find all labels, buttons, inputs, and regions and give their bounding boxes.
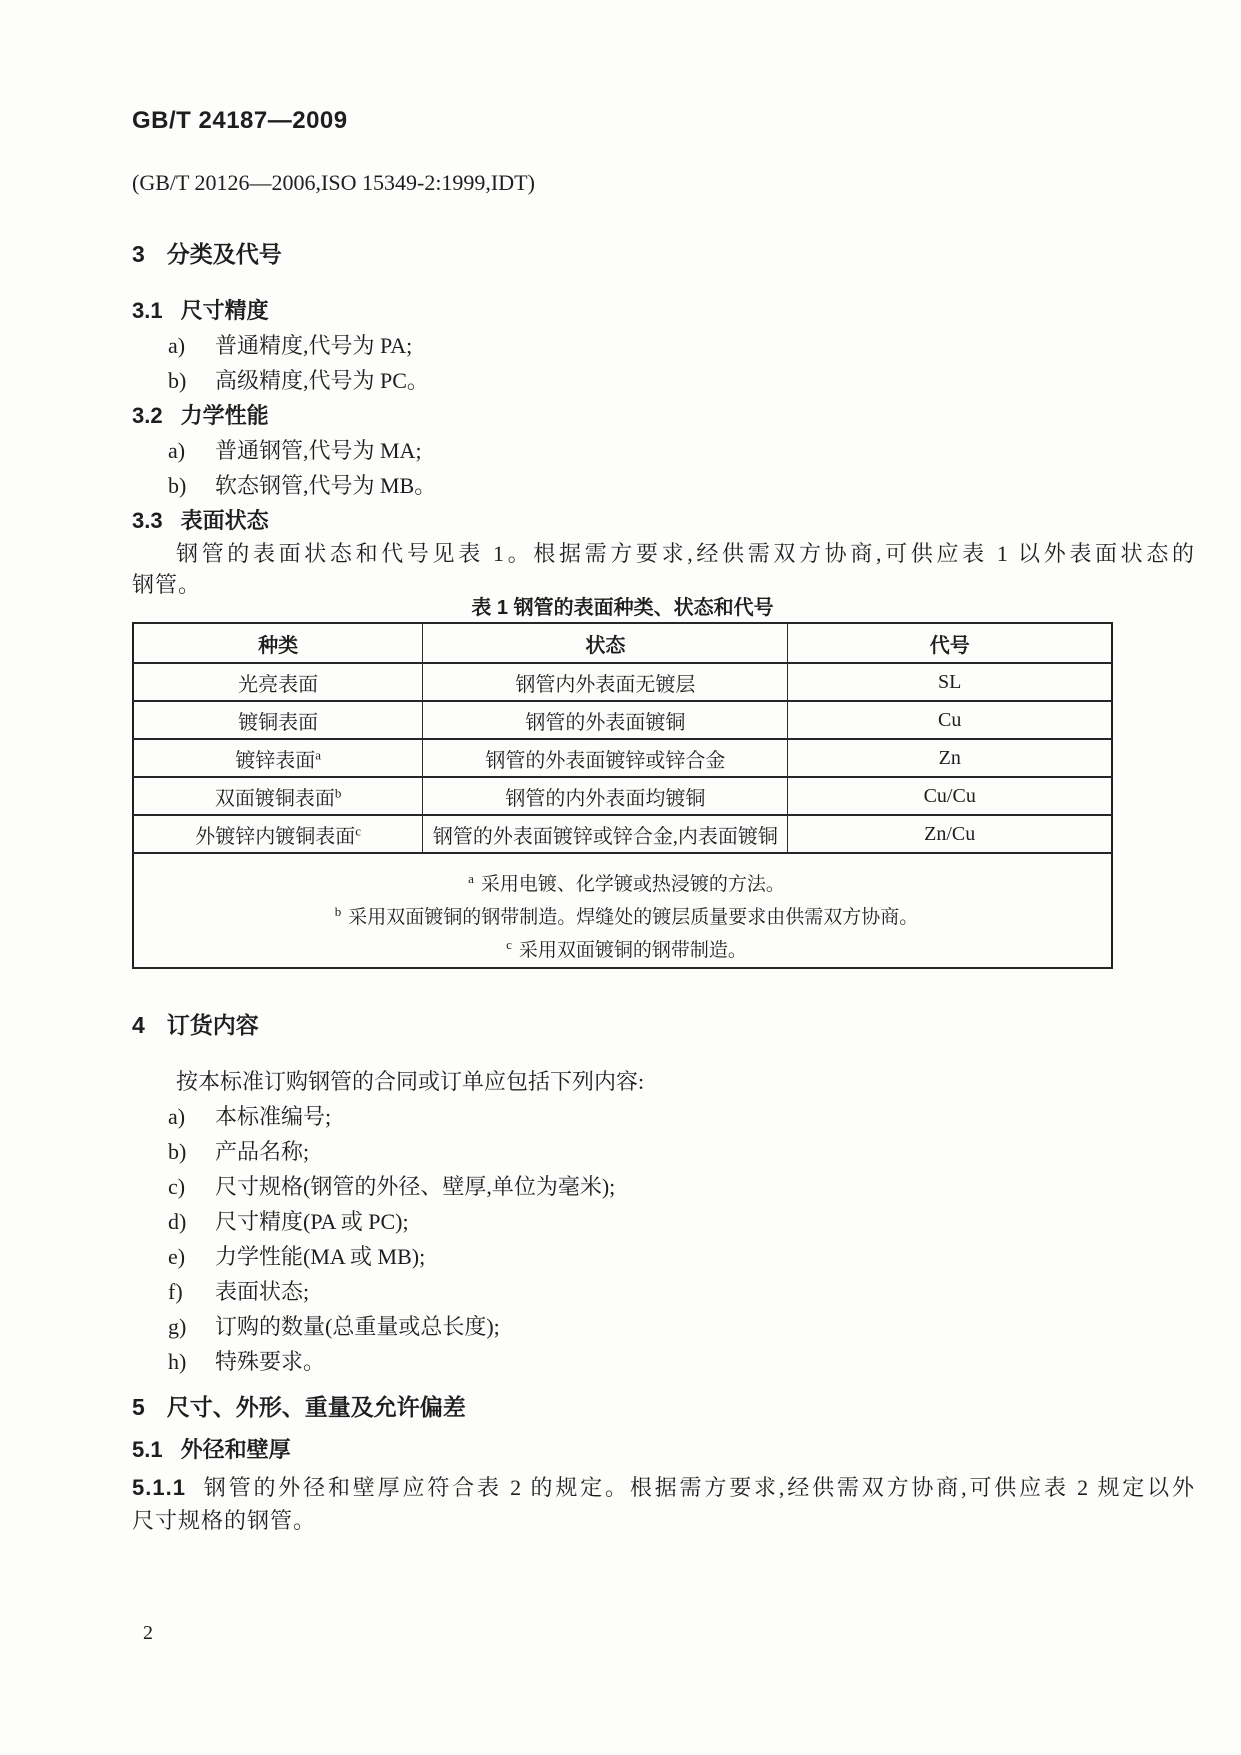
list-item-4-g: g) 订购的数量(总重量或总长度); [168, 1314, 500, 1339]
footnote-b: $^b$ 采用双面镀铜的钢带制造。焊缝处的镀层质量要求由供需双方协商。 [334, 903, 919, 928]
cell-state: 钢管的外表面镀锌或锌合金 [423, 739, 788, 777]
list-item-3-1-a: a) 普通精度,代号为 PA; [168, 333, 413, 358]
cell-code: Cu/Cu [788, 777, 1112, 815]
page-number: 2 [143, 1622, 153, 1644]
cell-kind: 镀锌表面$^a$ [133, 739, 423, 777]
section-5-heading: 5 尺寸、外形、重量及允许偏差 [132, 1394, 466, 1420]
section-3-2-heading: 3.2 力学性能 [132, 403, 269, 428]
section-3-3-heading: 3.3 表面状态 [132, 508, 269, 533]
cell-kind: 光亮表面 [133, 663, 423, 701]
footnote-a: $^a$ 采用电镀、化学镀或热浸镀的方法。 [468, 870, 785, 895]
standard-reference: (GB/T 20126—2006,ISO 15349-2:1999,IDT) [132, 170, 535, 195]
section-3-3-paragraph [132, 538, 1195, 600]
list-item-4-b: b) 产品名称; [168, 1139, 310, 1164]
section-3-1-heading: 3.1 尺寸精度 [132, 298, 269, 323]
section-4-intro: 按本标准订购钢管的合同或订单应包括下列内容: [176, 1069, 645, 1094]
table-1-block [132, 596, 1195, 969]
cell-state: 钢管的外表面镀铜 [423, 701, 788, 739]
list-item-3-2-b: b) 软态钢管,代号为 MB。 [168, 473, 437, 498]
cell-kind: 双面镀铜表面$^b$ [133, 777, 423, 815]
standard-number: GB/T 24187—2009 [132, 107, 348, 134]
cell-code: Zn [788, 739, 1112, 777]
column-header-kind: 种类 [133, 623, 423, 663]
table-header-row [133, 623, 1112, 663]
paragraph-line: 尺寸规格的钢管。 [132, 1508, 317, 1533]
table-row [133, 701, 1112, 739]
section-3-number: 3 [132, 241, 145, 267]
column-header-state: 状态 [423, 623, 788, 663]
cell-kind: 外镀锌内镀铜表面$^c$ [133, 815, 423, 853]
cell-state: 钢管内外表面无镀层 [423, 663, 788, 701]
section-3-title: 分类及代号 [166, 241, 282, 267]
section-3-heading [132, 240, 1195, 268]
footnote-c: $^c$ 采用双面镀铜的钢带制造。 [506, 936, 747, 961]
list-item-3-1-b: b) 高级精度,代号为 PC。 [168, 368, 429, 393]
list-item-4-a: a) 本标准编号; [168, 1104, 332, 1129]
paragraph-line: 5.1.1 钢管的外径和壁厚应符合表 2 的规定。根据需方要求,经供需双方协商,可供应表 2 规定以外 [132, 1475, 1195, 1500]
table-footnote-row [133, 853, 1112, 968]
table-row [133, 815, 1112, 853]
section-4-heading: 4 订货内容 [132, 1012, 259, 1038]
cell-state: 钢管的外表面镀锌或锌合金,内表面镀铜 [423, 815, 788, 853]
section-5-1-heading: 5.1 外径和壁厚 [132, 1437, 291, 1462]
cell-code: SL [788, 663, 1112, 701]
cell-kind: 镀铜表面 [133, 701, 423, 739]
list-item-4-e: e) 力学性能(MA 或 MB); [168, 1244, 426, 1269]
cell-code: Cu [788, 701, 1112, 739]
table-1-title: 表 1 钢管的表面种类、状态和代号 [471, 597, 774, 619]
list-item-4-c: c) 尺寸规格(钢管的外径、壁厚,单位为毫米); [168, 1174, 616, 1199]
column-header-code: 代号 [788, 623, 1112, 663]
section-5-1-1-paragraph [132, 1471, 1195, 1537]
table-row [133, 739, 1112, 777]
list-item-4-d: d) 尺寸精度(PA 或 PC); [168, 1209, 409, 1234]
table-1 [132, 622, 1113, 969]
table-row [133, 777, 1112, 815]
cell-state: 钢管的内外表面均镀铜 [423, 777, 788, 815]
list-item-3-2-a: a) 普通钢管,代号为 MA; [168, 438, 422, 463]
list-item-4-h: h) 特殊要求。 [168, 1349, 326, 1374]
paragraph-line: 钢管的表面状态和代号见表 1。根据需方要求,经供需双方协商,可供应表 1 以外表面状态的 [176, 541, 1195, 566]
list-item-4-f: f) 表面状态; [168, 1279, 310, 1304]
paragraph-line: 钢管。 [132, 572, 202, 597]
section-5-1-1-number: 5.1.1 [132, 1475, 186, 1500]
table-row [133, 663, 1112, 701]
table-footnotes [133, 853, 1112, 968]
cell-code: Zn/Cu [788, 815, 1112, 853]
